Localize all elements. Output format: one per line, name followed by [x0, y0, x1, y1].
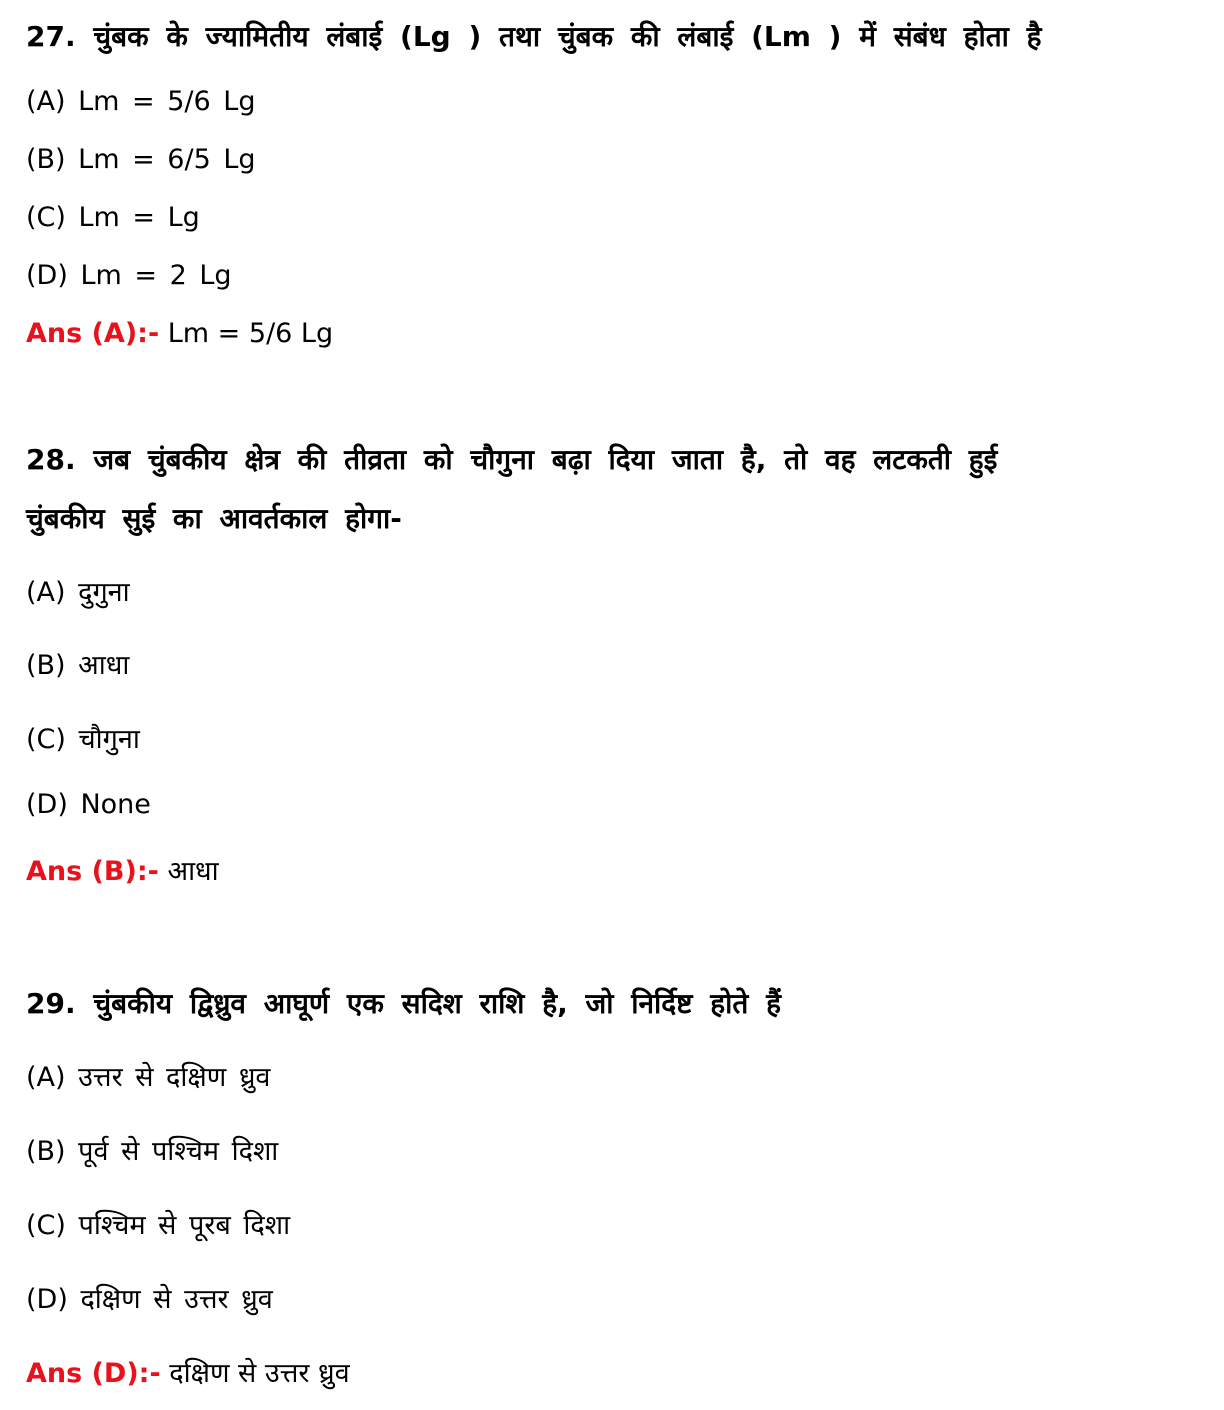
question-27-option-b: (B) Lm = 6/5 Lg: [26, 144, 256, 175]
answer-label: Ans (A):-: [26, 318, 160, 349]
question-29-answer: [26, 1358, 350, 1390]
question-29-text: 29. चुंबकीय द्विध्रुव आघूर्ण एक सदिश राशि है, जो निर्दिष्ट होते हैं: [26, 987, 781, 1020]
question-27-option-a: (A) Lm = 5/6 Lg: [26, 86, 256, 117]
question-27-answer: [26, 318, 333, 350]
answer-label: Ans (D):-: [26, 1358, 161, 1389]
question-28-text-line-1: 28. जब चुंबकीय क्षेत्र की तीव्रता को चौगुना बढ़ा दिया जाता है, तो वह लटकती हुई: [26, 443, 998, 476]
question-27-text: 27. चुंबक के ज्यामितीय लंबाई (Lg ) तथा चुंबक की लंबाई (Lm ) में संबंध होता है: [26, 20, 1042, 53]
question-28-option-a: (A) दुगुना: [26, 577, 130, 608]
question-27-option-d: (D) Lm = 2 Lg: [26, 260, 232, 291]
answer-text: दक्षिण से उत्तर ध्रुव: [160, 1358, 350, 1389]
question-28-text-line-2: चुंबकीय सुई का आवर्तकाल होगा-: [26, 502, 402, 535]
answer-label: Ans (B):-: [26, 856, 159, 887]
question-29-option-c: (C) पश्चिम से पूरब दिशा: [26, 1210, 291, 1241]
question-28-option-b: (B) आधा: [26, 650, 130, 681]
question-29-option-b: (B) पूर्व से पश्चिम दिशा: [26, 1136, 279, 1167]
question-29-option-d: (D) दक्षिण से उत्तर ध्रुव: [26, 1284, 273, 1315]
answer-text: Lm = 5/6 Lg: [159, 318, 334, 349]
question-28-option-d: (D) None: [26, 789, 151, 820]
question-29-option-a: (A) उत्तर से दक्षिण ध्रुव: [26, 1062, 271, 1093]
answer-text: आधा: [158, 856, 219, 887]
question-28-answer: [26, 856, 219, 888]
question-27-option-c: (C) Lm = Lg: [26, 202, 200, 233]
question-28-option-c: (C) चौगुना: [26, 724, 140, 755]
